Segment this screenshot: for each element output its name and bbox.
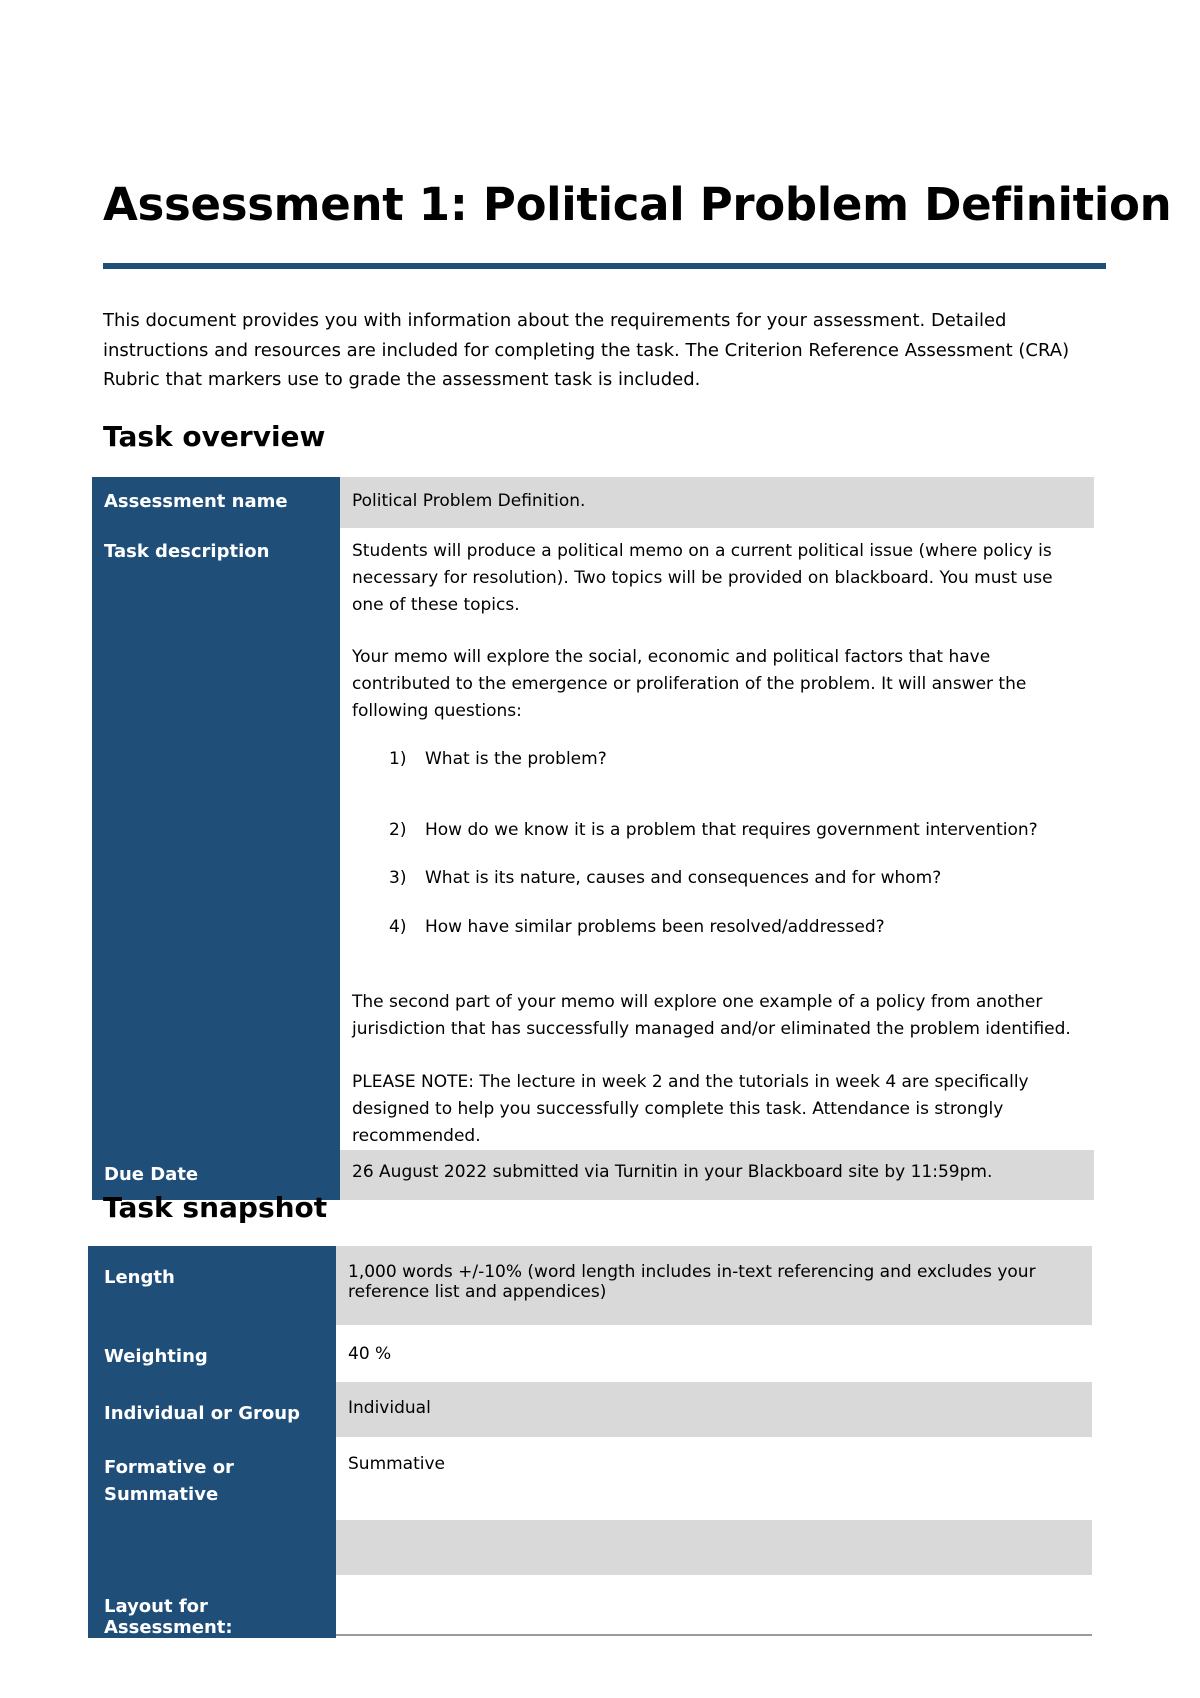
length-value: 1,000 words +/-10% (word length includes in-text referencing and excludes your reference list and appendices) (336, 1246, 1092, 1325)
list-number: 4) (389, 917, 407, 937)
row-label: Task description (92, 528, 340, 1150)
title-divider (103, 263, 1106, 269)
task-overview-table (92, 477, 1094, 1200)
row-label: Length (88, 1246, 336, 1325)
document-title: Assessment 1: Political Problem Definition (103, 178, 1172, 231)
assessment-name-value: Political Problem Definition. (340, 477, 1094, 528)
table-row (88, 1325, 1092, 1382)
row-label: Individual or Group (88, 1382, 336, 1437)
list-text: How do we know it is a problem that requires government intervention? (425, 820, 1038, 840)
weighting-value: 40 % (336, 1325, 1092, 1382)
intro-paragraph: This document provides you with information about the requirements for your assessment. Detailed instructions and resources are included for completing the task. The Criterion Reference Assessment (CRA) Rubric that markers use to grade the assessment task is included. (103, 310, 1070, 390)
table-row (92, 477, 1094, 528)
empty-value (336, 1520, 1092, 1575)
description-paragraph: Students will produce a political memo on a current political issue (where policy is necessary for resolution). Two topics will be provided on blackboard. You must use one of these topics. (352, 541, 1053, 615)
description-paragraph: PLEASE NOTE: The lecture in week 2 and the tutorials in week 4 are specifically designed to help you successfully complete this task. Attendance is strongly recommended. (352, 1072, 1029, 1146)
formative-value: Summative (336, 1437, 1092, 1520)
list-item (352, 817, 1084, 844)
table-row (88, 1246, 1092, 1325)
group-value: Individual (336, 1382, 1092, 1437)
list-number: 1) (389, 749, 407, 769)
row-label: Weighting (88, 1325, 336, 1382)
row-label (88, 1520, 336, 1575)
row-label: Assessment name (92, 477, 340, 528)
list-text: What is its nature, causes and consequences and for whom? (425, 868, 942, 888)
row-label: Due Date (92, 1150, 340, 1200)
task-description-value (340, 528, 1094, 1150)
due-date-value: 26 August 2022 submitted via Turnitin in your Blackboard site by 11:59pm. (340, 1150, 1094, 1200)
list-number: 3) (389, 868, 407, 888)
table-row (88, 1520, 1092, 1575)
task-snapshot-table (88, 1246, 1092, 1638)
table-row (88, 1437, 1092, 1520)
list-number: 2) (389, 820, 407, 840)
table-bottom-border (336, 1634, 1092, 1636)
table-row (92, 528, 1094, 1150)
layout-value (336, 1575, 1092, 1638)
list-item (352, 865, 1084, 892)
question-list (352, 746, 1084, 941)
description-paragraph: Your memo will explore the social, economic and political factors that have contributed to the emergence or proliferation of the problem. It will answer the following questions: (352, 647, 1027, 721)
list-text: How have similar problems been resolved/addressed? (425, 917, 885, 937)
row-label: Layout for Assessment: (88, 1575, 336, 1638)
task-overview-heading: Task overview (103, 420, 326, 453)
list-text: What is the problem? (425, 749, 607, 769)
list-item (352, 914, 1084, 941)
task-snapshot-heading: Task snapshot (103, 1191, 328, 1224)
table-row (88, 1575, 1092, 1638)
table-row (88, 1382, 1092, 1437)
row-label: Formative or Summative (88, 1437, 336, 1520)
description-paragraph: The second part of your memo will explore one example of a policy from another jurisdiction that has successfully managed and/or eliminated the problem identified. (352, 992, 1071, 1039)
list-item (352, 746, 1084, 773)
